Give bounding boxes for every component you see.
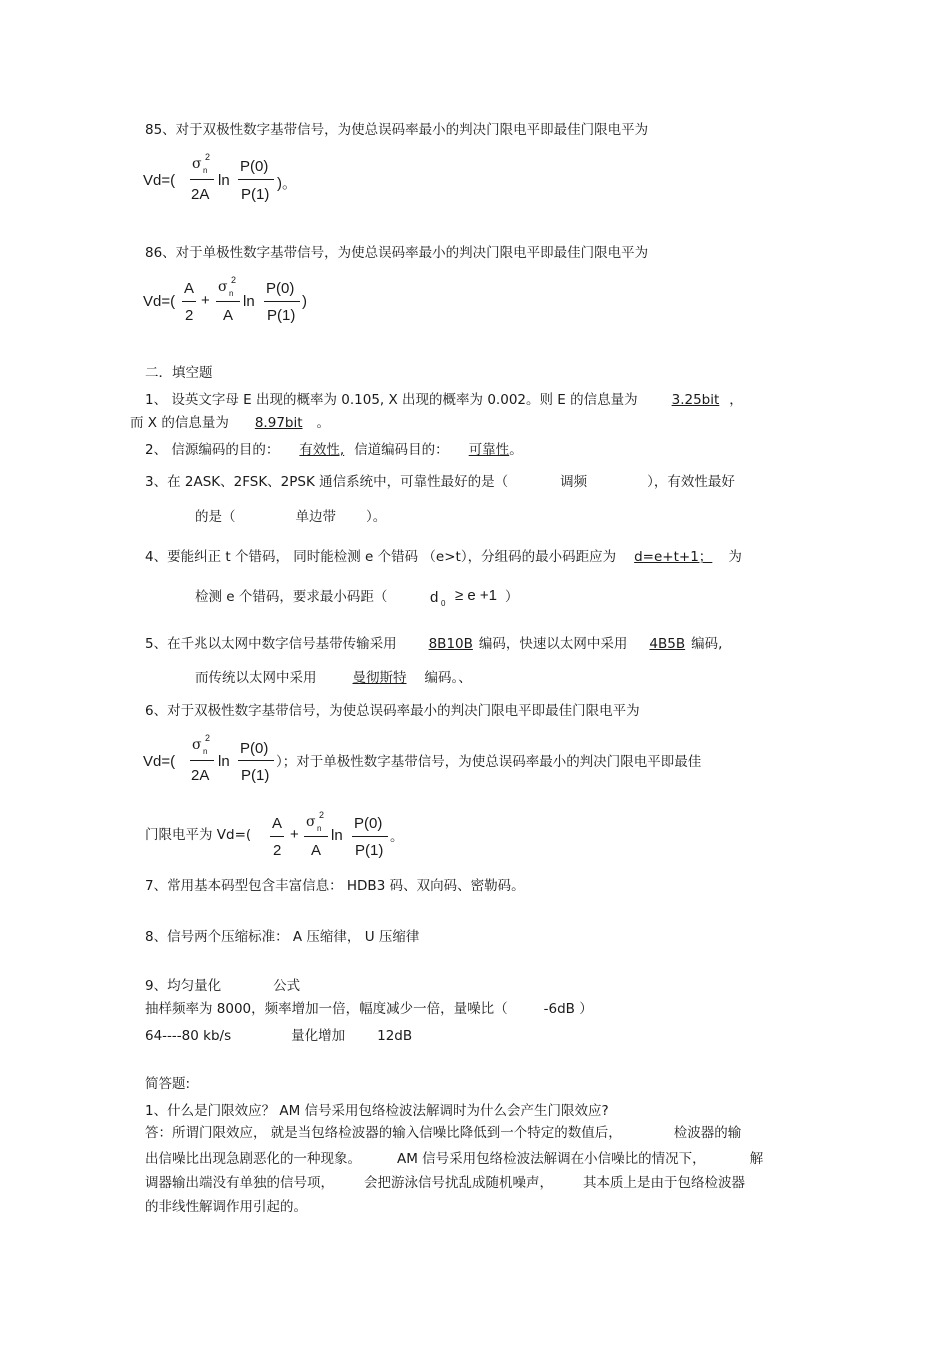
square-exponent: 2	[319, 810, 325, 820]
fill-1-text-b: 而 X 的信息量为	[130, 415, 229, 431]
answer-3b: 会把游泳信号扰乱成随机噪声，	[364, 1175, 553, 1191]
fill-3-line-2	[195, 508, 386, 526]
vd-label: Vd=(	[143, 753, 176, 770]
fill-1-comma: ，	[729, 392, 743, 408]
fill-5-text-c: 编码,	[691, 636, 723, 652]
denominator-a: A	[223, 307, 234, 324]
denominator-p1: P(1)	[241, 186, 270, 203]
ge-expression: ≥ e +1	[455, 587, 498, 604]
fill-2-answer-2: 可靠性	[468, 442, 510, 458]
numerator-p0: P(0)	[240, 740, 269, 757]
fill-3-text-d: ）。	[366, 509, 387, 525]
answer-line-1	[145, 1124, 741, 1142]
numerator-a: A	[184, 280, 195, 297]
fill-4-close: ）	[505, 589, 519, 605]
fill-1-line-2	[130, 414, 330, 432]
answer-2b: AM 信号采用包络检波法解调在小信噪比的情况下，	[397, 1151, 706, 1167]
fill-9-text-e: 64----80 kb/s	[145, 1028, 232, 1044]
fill-9-line-2	[145, 1000, 593, 1018]
square-exponent: 2	[205, 733, 211, 743]
fill-5-answer-3: 曼彻斯特	[352, 670, 407, 686]
short-q1: 1、什么是门限效应？ AM 信号采用包络检波法解调时为什么会产生门限效应?	[145, 1103, 609, 1119]
answer-3c: 其本质上是由于包络检波器	[583, 1175, 745, 1191]
fill-9-text-d: -6dB ）	[543, 1001, 593, 1017]
fill-9-line-1	[145, 977, 300, 995]
square-exponent: 2	[231, 275, 237, 285]
zero-subscript: 0	[441, 599, 446, 608]
fill-9-text-b: 公式	[273, 978, 301, 994]
denominator-p1: P(1)	[267, 307, 296, 324]
fill-9-text: 9、均匀量化	[145, 978, 222, 994]
fraction-bar	[216, 301, 240, 302]
fraction-bar	[190, 179, 214, 180]
fill-5-text-e: 编码。、	[424, 670, 472, 686]
fill-2-text: 2、 信源编码的目的：	[145, 442, 280, 458]
denominator-2a: 2A	[191, 767, 210, 784]
numerator-p0: P(0)	[354, 815, 383, 832]
q86-text: 86、对于单极性数字基带信号，为使总误码率最小的判决门限电平即最佳门限电平为	[145, 245, 649, 261]
square-exponent: 2	[205, 152, 211, 162]
n-subscript: n	[317, 824, 322, 833]
fill-4-line-2	[195, 588, 387, 606]
fill-5-text-b: 编码，快速以太网中采用	[478, 636, 628, 652]
fill-1-answer-2: 8.97bit	[254, 415, 303, 431]
d-symbol: d	[430, 589, 439, 606]
fill-3-text: 3、在 2ASK、2FSK、2PSK 通信系统中，可靠性最好的是（	[145, 474, 509, 490]
fill-9-text-c: 抽样频率为 8000，频率增加一倍，幅度减少一倍，量噪比（	[145, 1001, 508, 1017]
denominator-2a: 2A	[191, 186, 210, 203]
fraction-bar	[182, 301, 196, 302]
fill-2-text-b: 信道编码目的：	[354, 442, 449, 458]
fill-2-answer-1: 有效性,	[299, 442, 345, 458]
fill-7-text: 7、常用基本码型包含丰富信息： HDB3 码、双向码、密勒码。	[145, 878, 525, 894]
answer-2a: 出信噪比出现急剧恶化的一种现象。	[145, 1151, 361, 1167]
fill-6-text: 6、对于双极性数字基带信号，为使总误码率最小的判决门限电平即最佳门限电平为	[145, 703, 640, 719]
answer-3a: 调器输出端没有单独的信号项，	[145, 1175, 334, 1191]
fraction-bar	[238, 760, 274, 761]
fill-3-answer-1: 调频	[560, 474, 588, 490]
fill-1-answer-1: 3.25bit	[671, 392, 720, 408]
fill-5-answer-2: 4B5B	[649, 636, 686, 652]
close-paren: )。	[277, 175, 297, 192]
sigma-symbol: σ	[218, 279, 228, 295]
fill-4-answer-1: d=e+t+1；	[634, 549, 713, 565]
fill-5-line-2	[195, 669, 472, 687]
n-subscript: n	[203, 166, 208, 175]
fraction-bar	[270, 836, 284, 837]
close-paren: )	[302, 293, 307, 310]
fraction-bar	[190, 760, 214, 761]
fill-3-answer-2: 单边带	[295, 509, 336, 525]
plus-sign: +	[201, 292, 210, 309]
fill-5-line-1	[145, 635, 722, 653]
fraction-bar	[238, 179, 274, 180]
fill-9-text-g: 12dB	[377, 1028, 413, 1044]
fill-5-text-d: 而传统以太网中采用	[195, 670, 317, 686]
fill-4-line-1	[145, 548, 742, 566]
answer-line-3	[145, 1174, 745, 1192]
section-title: 二．填空题	[145, 365, 213, 381]
fill-9-text-f: 量化增加	[291, 1028, 346, 1044]
denominator-p1: P(1)	[355, 842, 384, 859]
fill-3-text-b: ），有效性最好	[647, 474, 735, 490]
denominator-p1: P(1)	[241, 767, 270, 784]
fill-1-line-1	[145, 391, 743, 409]
ln-symbol: ln	[243, 293, 255, 310]
fill-8-text: 8、信号两个压缩标准： A 压缩律， U 压缩律	[145, 929, 420, 945]
fill-3-line-1	[145, 473, 735, 491]
fraction-bar	[264, 301, 300, 302]
numerator-p0: P(0)	[266, 280, 295, 297]
short-answer-title: 简答题:	[145, 1076, 191, 1092]
numerator-p0: P(0)	[240, 158, 269, 175]
answer-2c: 解	[749, 1151, 764, 1167]
numerator-a: A	[272, 815, 283, 832]
fill-1-text: 1、 设英文字母 E 出现的概率为 0.105, X 出现的概率为 0.002。则 E 的信息量为	[145, 392, 638, 408]
answer-line-4: 的非线性解调作用引起的。	[145, 1199, 307, 1215]
fill-2-end: 。	[509, 442, 523, 458]
fill-6-end: 。	[390, 829, 404, 845]
fraction-bar	[304, 836, 328, 837]
fill-2-line	[145, 441, 523, 459]
n-subscript: n	[229, 289, 234, 298]
sigma-symbol: σ	[306, 814, 316, 830]
vd-label: Vd=(	[143, 293, 176, 310]
denominator-a: A	[311, 842, 322, 859]
fill-6-mid-text: ）；对于单极性数字基带信号，为使总误码率最小的判决门限电平即最佳	[276, 754, 702, 770]
fill-9-line-3	[145, 1027, 412, 1045]
fill-4-text: 4、要能纠正 t 个错码， 同时能检测 e 个错码 （e>t），分组码的最小码距应为	[145, 549, 617, 565]
denominator-2: 2	[185, 307, 194, 324]
sigma-symbol: σ	[192, 156, 202, 172]
answer-1b: 检波器的输	[673, 1125, 742, 1141]
ln-symbol: ln	[218, 753, 230, 770]
fill-5-text: 5、在千兆以太网中数字信号基带传输采用	[145, 636, 397, 652]
answer-1a: 答：所谓门限效应， 就是当包络检波器的输入信噪比降低到一个特定的数值后，	[145, 1125, 622, 1141]
ln-symbol: ln	[218, 172, 230, 189]
denominator-2: 2	[273, 842, 282, 859]
n-subscript: n	[203, 747, 208, 756]
fill-4-text-b: 为	[728, 549, 742, 565]
sigma-symbol: σ	[192, 737, 202, 753]
fraction-bar	[352, 836, 388, 837]
fill-5-answer-1: 8B10B	[428, 636, 473, 652]
fill-1-end: 。	[316, 415, 331, 431]
answer-line-2	[145, 1150, 763, 1168]
fill-3-text-c: 的是（	[195, 509, 236, 525]
plus-sign: +	[290, 826, 299, 843]
ln-symbol: ln	[331, 827, 343, 844]
fill-6-text-b: 门限电平为 Vd=(	[145, 827, 252, 843]
q85-text: 85、对于双极性数字基带信号，为使总误码率最小的判决门限电平即最佳门限电平为	[145, 122, 649, 138]
fill-4-text-c: 检测 e 个错码，要求最小码距（	[195, 589, 388, 605]
vd-label: Vd=(	[143, 172, 176, 189]
